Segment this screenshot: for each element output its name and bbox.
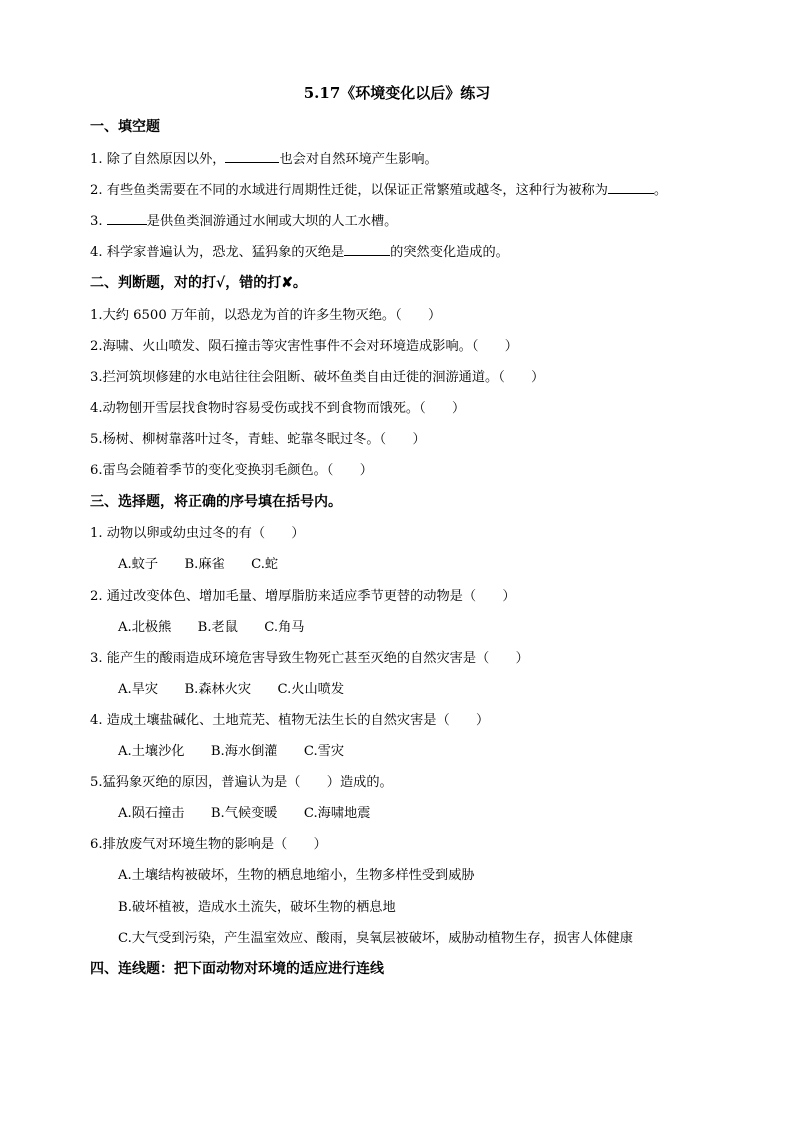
fill-question-2-text-a: 2. 有些鱼类需要在不同的水域进行周期性迁徙，以保证正常繁殖或越冬，这种行为被称为 <box>90 183 608 198</box>
choice-question-5: 5.猛犸象灭绝的原因，普遍认为是（ ）造成的。 <box>90 775 393 790</box>
choice-question-3: 3. 能产生的酸雨造成环境危害导致生物死亡甚至灭绝的自然灾害是（ ） <box>90 651 529 666</box>
fill-question-1-text-a: 1. 除了自然原因以外， <box>90 152 226 167</box>
true-false-item-5: 5.杨树、柳树靠落叶过冬，青蛙、蛇靠冬眠过冬。（ ） <box>90 432 426 447</box>
fill-question-2-text-b: 。 <box>653 183 668 198</box>
choice-option-6a: A.土壤结构被破坏，生物的栖息地缩小，生物多样性受到威胁 <box>118 868 475 883</box>
fill-question-1 <box>90 148 438 167</box>
choice-options-2: A.北极熊 B.老鼠 C.角马 <box>118 620 305 635</box>
fill-question-3-text-a: 3. <box>90 214 107 229</box>
choice-options-1: A.蚊子 B.麻雀 C.蛇 <box>118 557 279 572</box>
true-false-item-3: 3.拦河筑坝修建的水电站往往会阻断、破坏鱼类自由迁徙的洄游通道。（ ） <box>90 370 545 385</box>
answer-blank-4[interactable] <box>344 242 390 256</box>
choice-option-6b: B.破坏植被，造成水土流失，破坏生物的栖息地 <box>118 900 396 915</box>
fill-question-4-text-a: 4. 科学家普遍认为，恐龙、猛犸象的灭绝是 <box>90 245 345 260</box>
choice-options-5: A.陨石撞击 B.气候变暖 C.海啸地震 <box>118 806 371 821</box>
fill-question-4 <box>90 241 509 260</box>
true-false-item-2: 2.海啸、火山喷发、陨石撞击等灾害性事件不会对环境造成影响。（ ） <box>90 339 518 354</box>
page-title: 5.17《环境变化以后》练习 <box>303 84 491 102</box>
fill-question-1-text-b: 也会对自然环境产生影响。 <box>279 152 438 167</box>
choice-question-4: 4. 造成土壤盐碱化、土地荒芜、植物无法生长的自然灾害是（ ） <box>90 713 490 728</box>
true-false-item-4: 4.动物刨开雪层找食物时容易受伤或找不到食物而饿死。（ ） <box>90 401 466 416</box>
choice-options-4: A.土壤沙化 B.海水倒灌 C.雪灾 <box>118 744 345 759</box>
choice-question-6: 6.排放废气对环境生物的影响是（ ） <box>90 837 327 852</box>
fill-question-3-text-b: 是供鱼类洄游通过水闸或大坝的人工水槽。 <box>146 214 398 229</box>
section-heading-multiple-choice: 三、选择题，将正确的序号填在括号内。 <box>90 494 342 510</box>
section-heading-matching: 四、连线题：把下面动物对环境的适应进行连线 <box>90 961 384 977</box>
fill-question-3 <box>90 210 397 229</box>
fill-question-4-text-b: 的突然变化造成的。 <box>390 245 509 260</box>
choice-options-3: A.旱灾 B.森林火灾 C.火山喷发 <box>118 682 345 697</box>
answer-blank-1[interactable] <box>225 149 279 163</box>
choice-question-2: 2. 通过改变体色、增加毛量、增厚脂肪来适应季节更替的动物是（ ） <box>90 589 516 604</box>
answer-blank-3[interactable] <box>107 211 147 225</box>
true-false-item-1: 1.大约 6500 万年前，以恐龙为首的许多生物灭绝。（ ） <box>90 308 442 323</box>
true-false-item-6: 6.雷鸟会随着季节的变化变换羽毛颜色。（ ） <box>90 463 373 478</box>
choice-option-6c: C.大气受到污染，产生温室效应、酸雨，臭氧层被破坏，威胁动植物生存，损害人体健康 <box>118 931 633 946</box>
section-heading-true-false: 二、判断题，对的打√，错的打✘。 <box>90 275 307 291</box>
fill-question-2 <box>90 179 667 198</box>
answer-blank-2[interactable] <box>608 180 654 194</box>
choice-question-1: 1. 动物以卵或幼虫过冬的有（ ） <box>90 526 305 541</box>
section-heading-fill-blank: 一、填空题 <box>90 119 160 135</box>
